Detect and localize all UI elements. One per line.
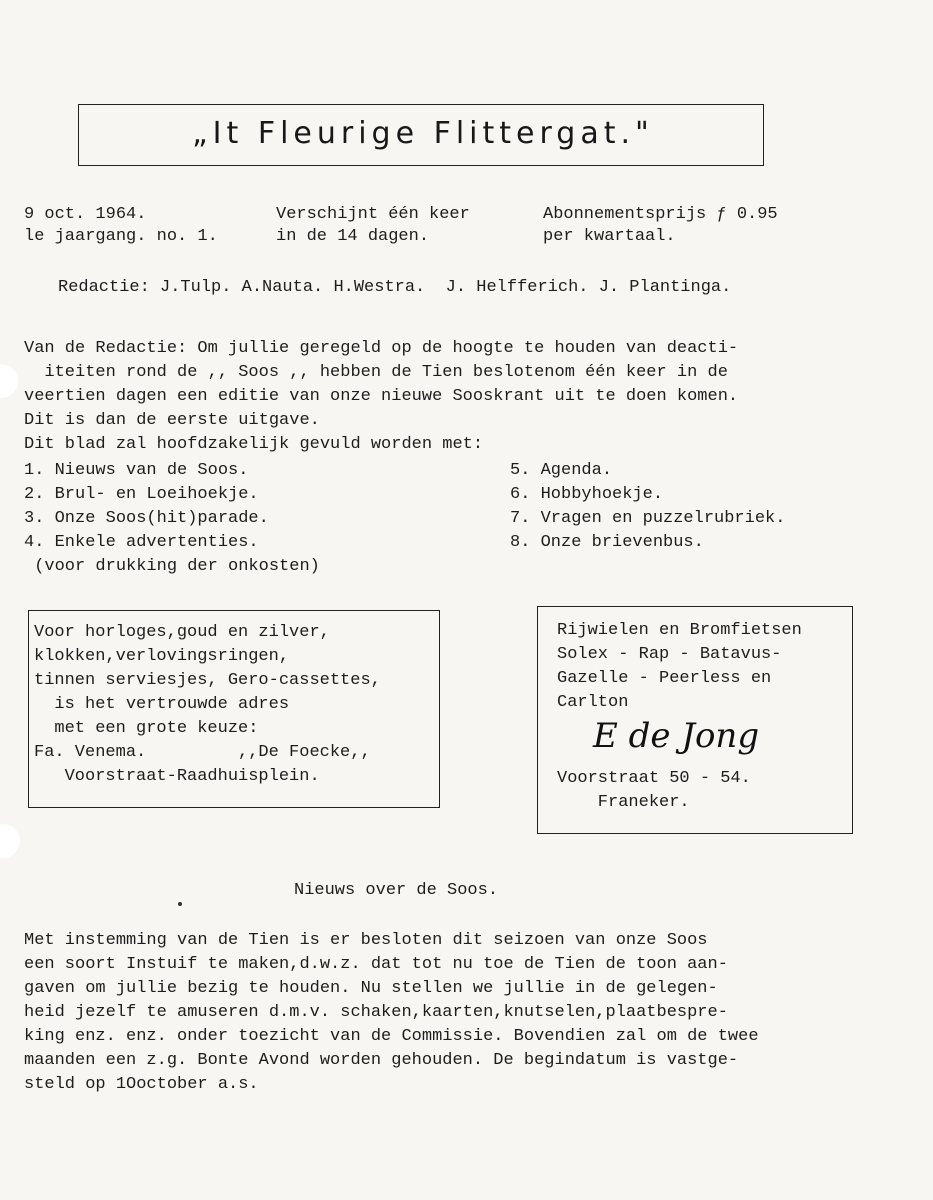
ad-venema-line: met een grote keuze: [34, 719, 259, 738]
contents-item: (voor drukking der onkosten) [24, 557, 320, 576]
ad-venema-line: Voorstraat-Raadhuisplein. [34, 767, 320, 786]
news-line: steld op 1Ooctober a.s. [24, 1075, 259, 1094]
ad-venema-line: tinnen serviesjes, Gero-cassettes, [34, 671, 381, 690]
news-line: king enz. enz. onder toezicht van de Commissie. Bovendien zal om de twee [24, 1027, 759, 1046]
punch-hole [0, 824, 20, 858]
punch-hole [0, 364, 18, 398]
ad-dejong-line: Gazelle - Peerless en [557, 669, 772, 688]
intro-line: Dit blad zal hoofdzakelijk gevuld worden met: [24, 435, 484, 454]
ad-venema-line: klokken,verlovingsringen, [34, 647, 290, 666]
news-heading: Nieuws over de Soos. [294, 881, 499, 900]
intro-line: Dit is dan de eerste uitgave. [24, 411, 320, 430]
news-line: maanden een z.g. Bonte Avond worden gehouden. De begindatum is vastge- [24, 1051, 739, 1070]
contents-item: 5. Agenda. [510, 461, 613, 480]
news-line: heid jezelf te amuseren d.m.v. schaken,kaarten,knutselen,plaatbespre- [24, 1003, 728, 1022]
contents-item: 7. Vragen en puzzelrubriek. [510, 509, 786, 528]
news-line: gaven om jullie bezig te houden. Nu stellen we jullie in de gelegen- [24, 979, 718, 998]
contents-item: 6. Hobbyhoekje. [510, 485, 664, 504]
price-line-1: Abonnementsprijs ƒ 0.95 [543, 205, 778, 224]
ad-venema-line: Fa. Venema. ,,De Foecke,, [34, 743, 371, 762]
news-line: een soort Instuif te maken,d.w.z. dat tot nu toe de Tien de toon aan- [24, 955, 728, 974]
ad-venema-line: is het vertrouwde adres [34, 695, 290, 714]
masthead-title: „It Fleurige Flittergat." [192, 116, 654, 151]
contents-item: 4. Enkele advertenties. [24, 533, 259, 552]
issue-date: 9 oct. 1964. [24, 205, 147, 224]
ad-dejong-signature: E de Jong [593, 716, 760, 756]
intro-line: veertien dagen een editie van onze nieuwe Sooskrant uit te doen komen. [24, 387, 739, 406]
ad-dejong-line: Carlton [557, 693, 629, 712]
news-line: Met instemming van de Tien is er besloten dit seizoen van onze Soos [24, 931, 708, 950]
ink-dot [178, 902, 182, 906]
issue-volume: le jaargang. no. 1. [24, 227, 218, 246]
contents-item: 3. Onze Soos(hit)parade. [24, 509, 269, 528]
contents-item: 8. Onze brievenbus. [510, 533, 704, 552]
editors-line: Redactie: J.Tulp. A.Nauta. H.Westra. J. Helfferich. J. Plantinga. [58, 278, 732, 297]
ad-venema-line: Voor horloges,goud en zilver, [34, 623, 330, 642]
intro-line: iteiten rond de ,, Soos ,, hebben de Tien beslotenom één keer in de [24, 363, 728, 382]
frequency-line-1: Verschijnt één keer [276, 205, 470, 224]
price-line-2: per kwartaal. [543, 227, 676, 246]
ad-dejong-city: Franeker. [557, 793, 690, 812]
ad-dejong-address: Voorstraat 50 - 54. [557, 769, 751, 788]
ad-dejong-line: Solex - Rap - Batavus- [557, 645, 782, 664]
contents-item: 2. Brul- en Loeihoekje. [24, 485, 259, 504]
ad-dejong-line: Rijwielen en Bromfietsen [557, 621, 802, 640]
frequency-line-2: in de 14 dagen. [276, 227, 430, 246]
intro-line: Van de Redactie: Om jullie geregeld op de hoogte te houden van deacti- [24, 339, 739, 358]
contents-item: 1. Nieuws van de Soos. [24, 461, 249, 480]
